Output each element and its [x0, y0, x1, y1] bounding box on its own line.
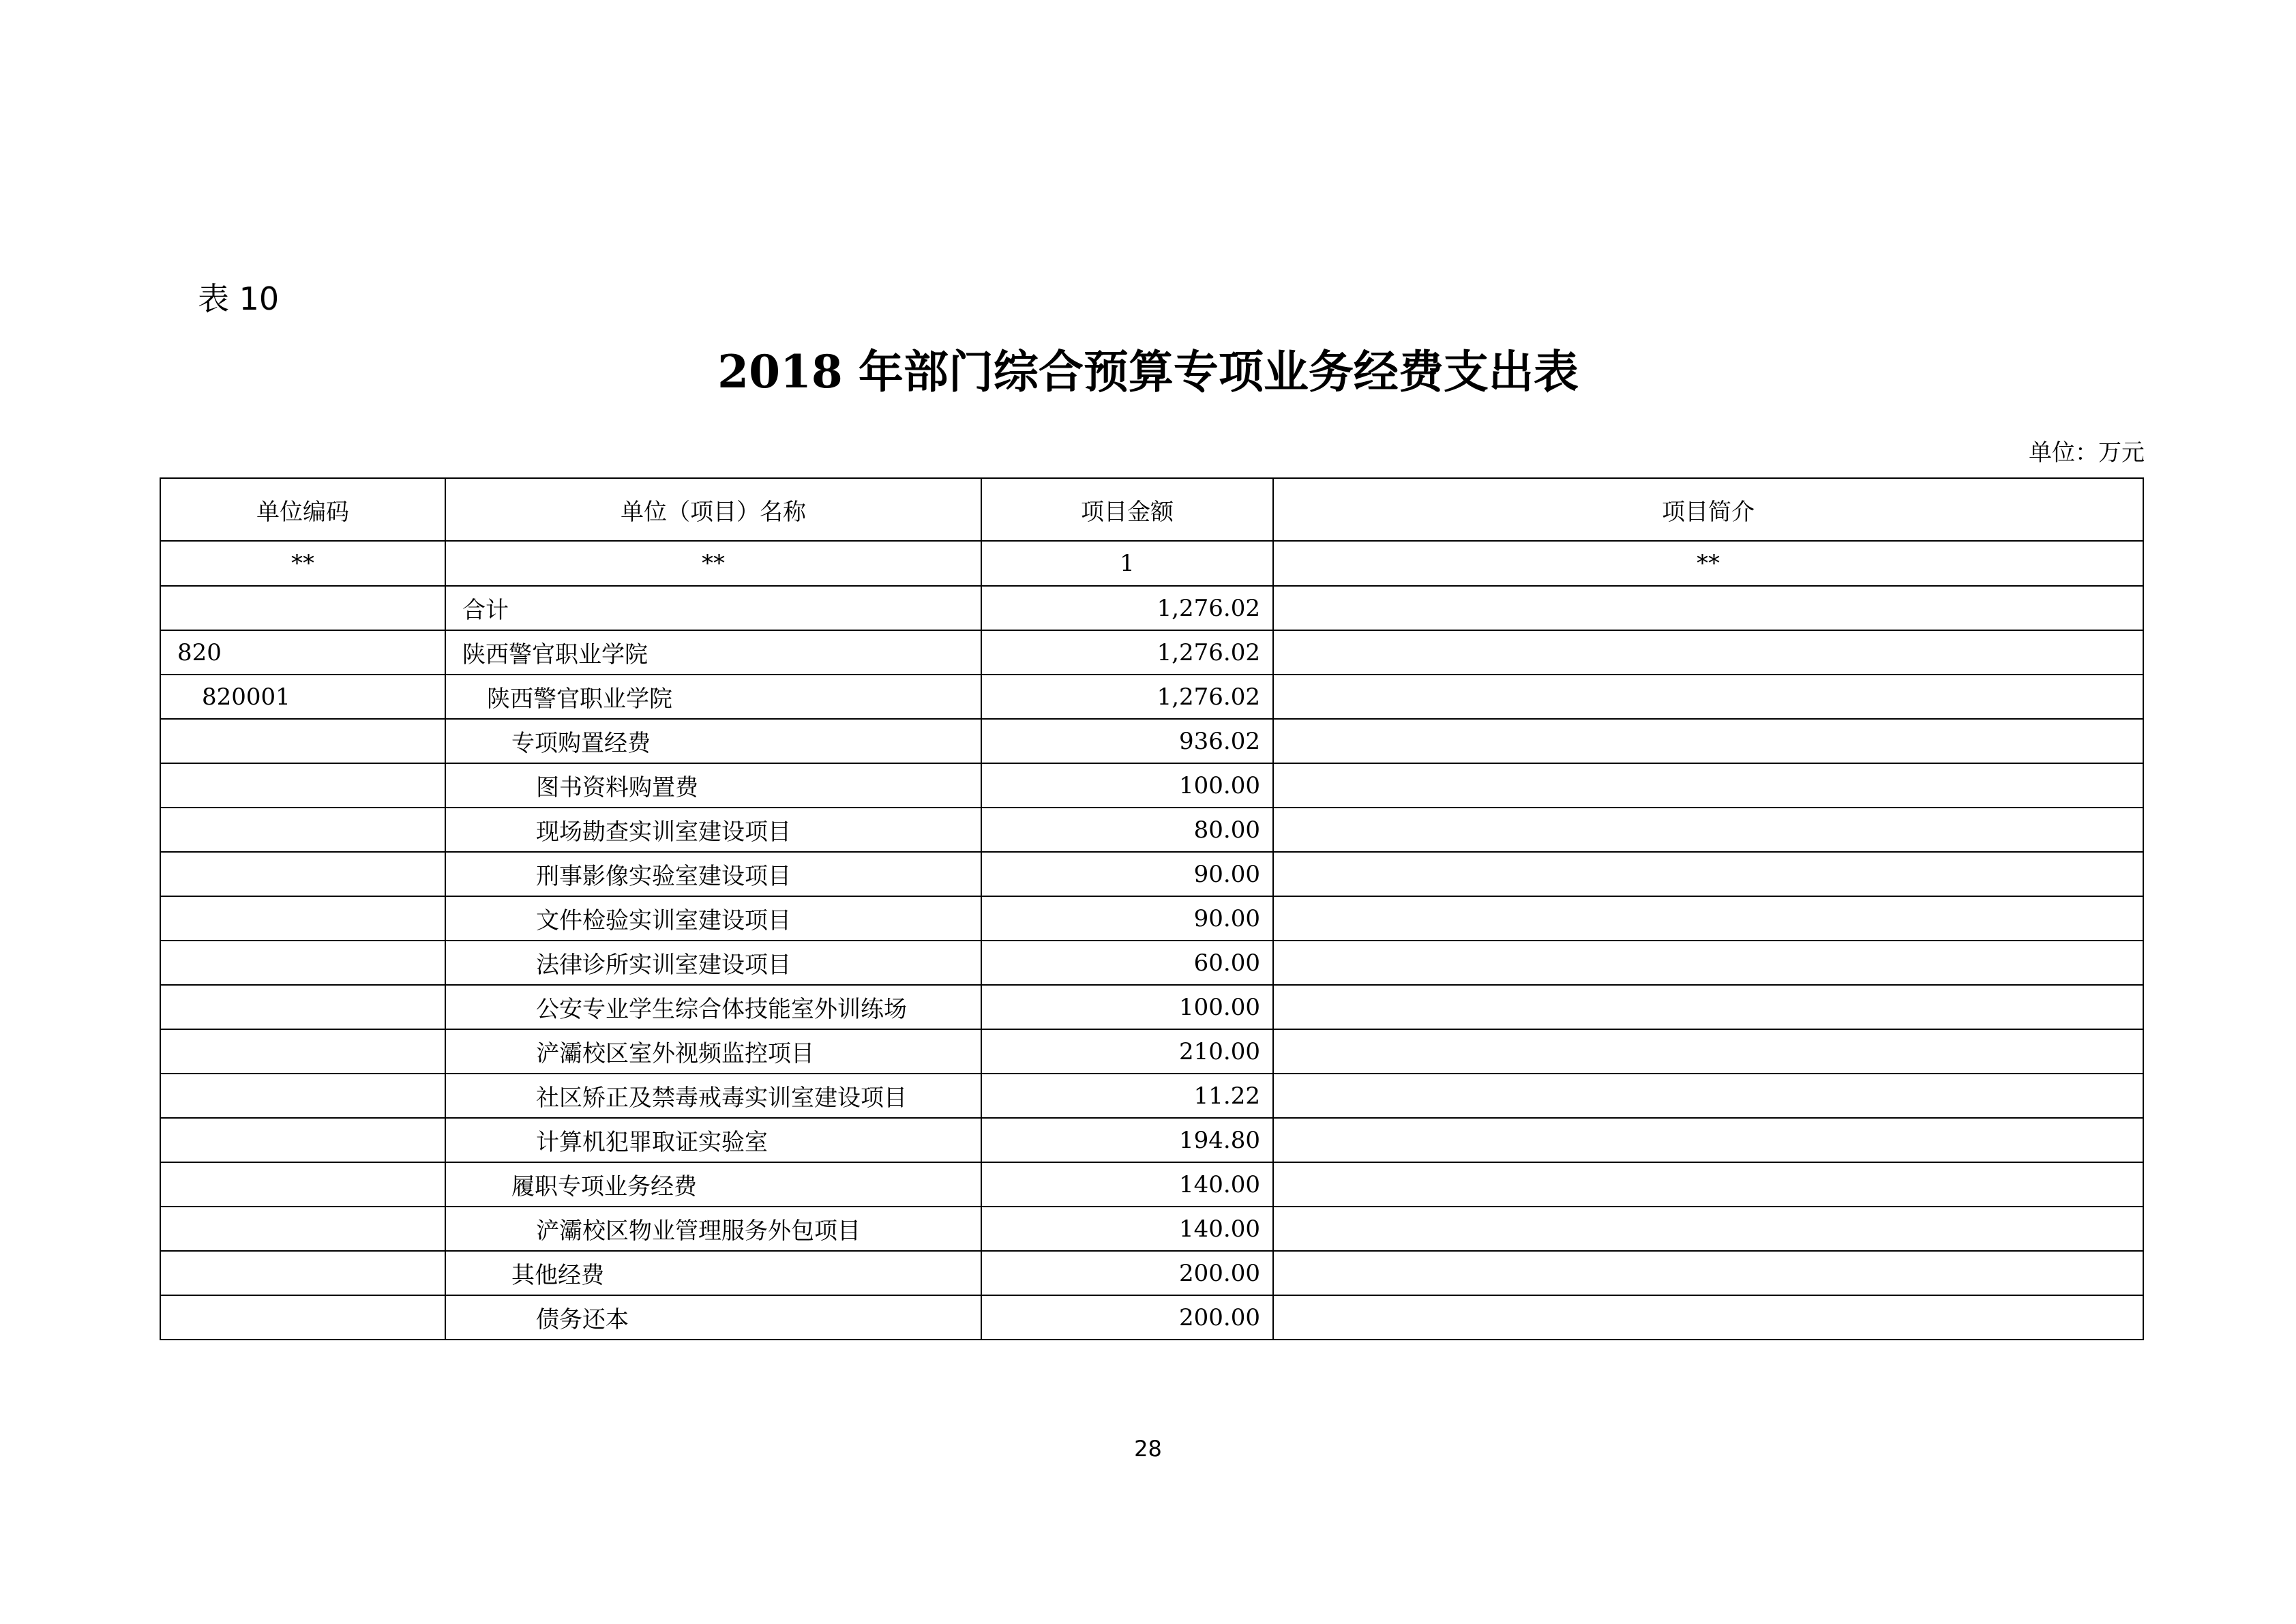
row-code [160, 1118, 445, 1162]
unit-label: 单位：万元 [2029, 439, 2145, 467]
table-row [160, 941, 2143, 985]
table-row [160, 1207, 2143, 1251]
row-amount: 60.00 [981, 941, 1273, 985]
row-intro [1273, 1207, 2143, 1251]
row-code [160, 719, 445, 763]
row-intro [1273, 763, 2143, 808]
row-code: 820 [160, 630, 445, 675]
row-amount: 80.00 [981, 808, 1273, 852]
row-intro [1273, 852, 2143, 896]
row-name: 现场勘查实训室建设项目 [445, 808, 981, 852]
header-row [160, 478, 2143, 541]
row-name: 陕西警官职业学院 [445, 675, 981, 719]
row-code [160, 1251, 445, 1295]
row-name: 其他经费 [445, 1251, 981, 1295]
table-row [160, 675, 2143, 719]
row-amount: 100.00 [981, 763, 1273, 808]
row-amount: 1,276.02 [981, 630, 1273, 675]
row-name: 公安专业学生综合体技能室外训练场 [445, 985, 981, 1029]
table-row [160, 1029, 2143, 1074]
row-intro [1273, 1074, 2143, 1118]
row-intro [1273, 1295, 2143, 1340]
table-row [160, 1295, 2143, 1340]
row-name: 专项购置经费 [445, 719, 981, 763]
row-name: 计算机犯罪取证实验室 [445, 1118, 981, 1162]
row-amount: 1,276.02 [981, 675, 1273, 719]
header-intro: 项目简介 [1273, 478, 2143, 541]
row-name: 浐灞校区室外视频监控项目 [445, 1029, 981, 1074]
index-row [160, 541, 2143, 586]
row-intro [1273, 1029, 2143, 1074]
row-name: 履职专项业务经费 [445, 1162, 981, 1207]
row-intro [1273, 1251, 2143, 1295]
row-code: 820001 [160, 675, 445, 719]
table-row [160, 586, 2143, 630]
table-row [160, 852, 2143, 896]
page-number: 28 [1134, 1436, 1162, 1462]
row-name: 浐灞校区物业管理服务外包项目 [445, 1207, 981, 1251]
row-amount: 90.00 [981, 852, 1273, 896]
table-row [160, 985, 2143, 1029]
row-amount: 11.22 [981, 1074, 1273, 1118]
row-code [160, 1029, 445, 1074]
table-row [160, 1251, 2143, 1295]
row-amount: 210.00 [981, 1029, 1273, 1074]
row-amount: 1,276.02 [981, 586, 1273, 630]
row-name: 合计 [445, 586, 981, 630]
row-code [160, 985, 445, 1029]
page-title: 2018 年部门综合预算专项业务经费支出表 [717, 345, 1579, 398]
budget-table [160, 477, 2144, 1340]
row-code [160, 586, 445, 630]
row-code [160, 763, 445, 808]
row-name: 图书资料购置费 [445, 763, 981, 808]
row-code [160, 896, 445, 941]
row-amount: 200.00 [981, 1295, 1273, 1340]
row-intro [1273, 630, 2143, 675]
row-intro [1273, 985, 2143, 1029]
row-amount: 100.00 [981, 985, 1273, 1029]
header-code: 单位编码 [160, 478, 445, 541]
index-amount: 1 [981, 541, 1273, 586]
row-code [160, 941, 445, 985]
row-amount: 200.00 [981, 1251, 1273, 1295]
row-intro [1273, 808, 2143, 852]
row-amount: 140.00 [981, 1162, 1273, 1207]
table-label: 表 10 [198, 280, 280, 317]
row-amount: 194.80 [981, 1118, 1273, 1162]
row-amount: 936.02 [981, 719, 1273, 763]
table-row [160, 763, 2143, 808]
row-intro [1273, 896, 2143, 941]
table-row [160, 630, 2143, 675]
row-amount: 90.00 [981, 896, 1273, 941]
row-intro [1273, 1162, 2143, 1207]
row-intro [1273, 1118, 2143, 1162]
row-amount: 140.00 [981, 1207, 1273, 1251]
row-code [160, 1162, 445, 1207]
row-code [160, 808, 445, 852]
row-name: 法律诊所实训室建设项目 [445, 941, 981, 985]
row-intro [1273, 719, 2143, 763]
row-intro [1273, 675, 2143, 719]
table-row [160, 896, 2143, 941]
row-code [160, 1295, 445, 1340]
table-row [160, 808, 2143, 852]
row-name: 社区矫正及禁毒戒毒实训室建设项目 [445, 1074, 981, 1118]
row-name: 陕西警官职业学院 [445, 630, 981, 675]
table-row [160, 1074, 2143, 1118]
row-code [160, 1074, 445, 1118]
row-code [160, 1207, 445, 1251]
index-name: ** [445, 541, 981, 586]
table-row [160, 719, 2143, 763]
table-row [160, 1118, 2143, 1162]
table-row [160, 1162, 2143, 1207]
row-intro [1273, 586, 2143, 630]
row-name: 刑事影像实验室建设项目 [445, 852, 981, 896]
index-code: ** [160, 541, 445, 586]
index-intro: ** [1273, 541, 2143, 586]
header-name: 单位（项目）名称 [445, 478, 981, 541]
row-intro [1273, 941, 2143, 985]
header-amount: 项目金额 [981, 478, 1273, 541]
row-name: 文件检验实训室建设项目 [445, 896, 981, 941]
row-code [160, 852, 445, 896]
row-name: 债务还本 [445, 1295, 981, 1340]
